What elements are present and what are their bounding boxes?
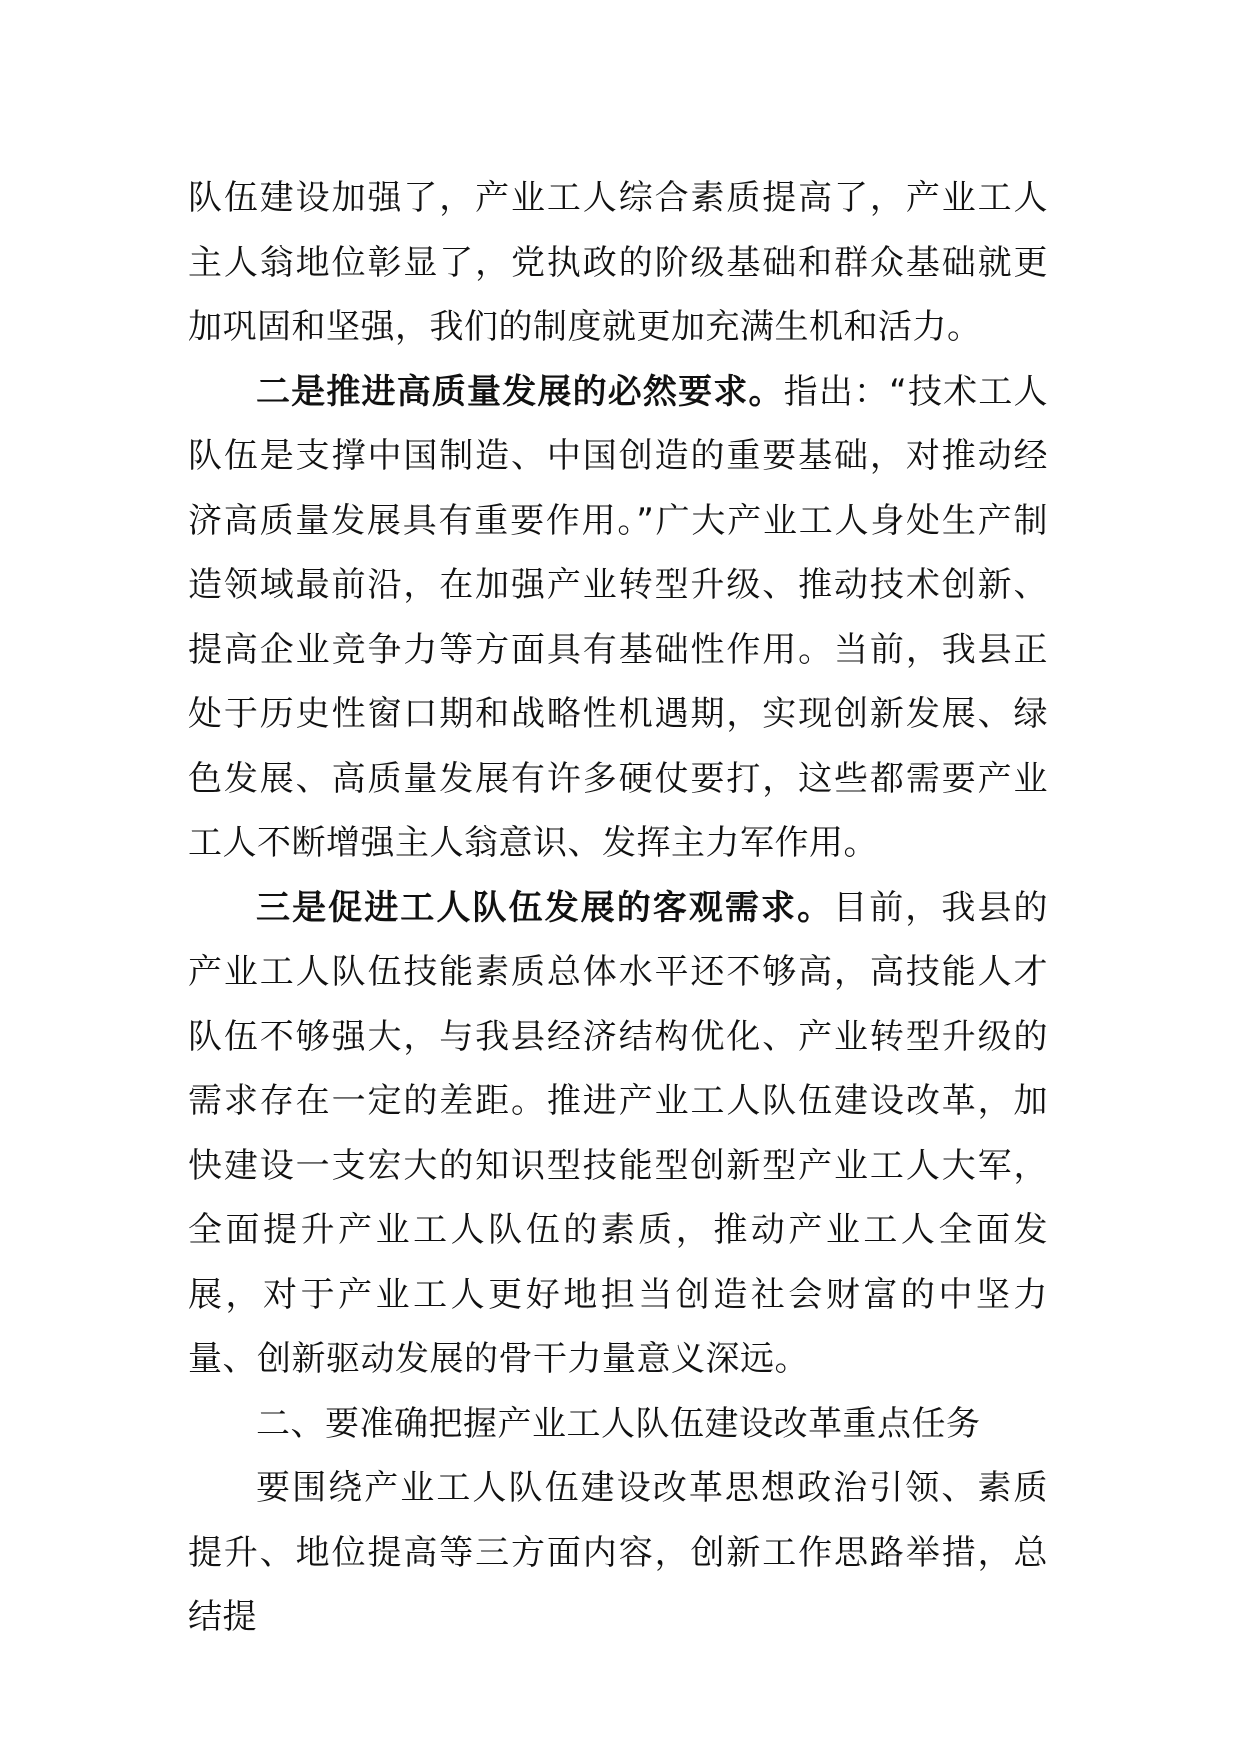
section-heading (188, 1392, 1048, 1457)
paragraph-2 (188, 360, 1048, 876)
paragraph-5 (188, 1456, 1048, 1650)
paragraph-1-text: 队伍建设加强了，产业工人综合素质提高了，产业工人主人翁地位彰显了，党执政的阶级基础和群众基础就更加巩固和坚强，我们的制度就更加充满生机和活力。 (188, 178, 1048, 347)
section-heading-text: 二、要准确把握产业工人队伍建设改革重点任务 (256, 1403, 981, 1444)
paragraph-3-heading: 三是促进工人队伍发展的客观需求。 (256, 887, 834, 928)
paragraph-1 (188, 166, 1048, 360)
document-body (188, 166, 1048, 1650)
paragraph-3 (188, 876, 1048, 1392)
paragraph-3-text: 目前，我县的产业工人队伍技能素质总体水平还不够高，高技能人才队伍不够强大，与我县经济结构优化、产业转型升级的需求存在一定的差距。推进产业工人队伍建设改革，加快建设一支宏大的知识型技能型创新型产业工人大军，全面提升产业工人队伍的素质，推动产业工人全面发展，对于产业工人更好地担当创造社会财富的中坚力量、创新驱动发展的骨干力量意义深远。 (188, 887, 1049, 1379)
paragraph-2-heading: 二是推进高质量发展的必然要求。 (256, 371, 784, 412)
paragraph-5-text: 要围绕产业工人队伍建设改革思想政治引领、素质提升、地位提高等三方面内容，创新工作思路举措，总结提 (188, 1468, 1048, 1637)
paragraph-2-text: 指出：“技术工人队伍是支撑中国制造、中国创造的重要基础，对推动经济高质量发展具有重要作用。”广大产业工人身处生产制造领域最前沿，在加强产业转型升级、推动技术创新、提高企业竞争力等方面具有基础性作用。当前，我县正处于历史性窗口期和战略性机遇期，实现创新发展、绿色发展、高质量发展有许多硬仗要打，这些都需要产业工人不断增强主人翁意识、发挥主力军作用。 (188, 371, 1049, 863)
